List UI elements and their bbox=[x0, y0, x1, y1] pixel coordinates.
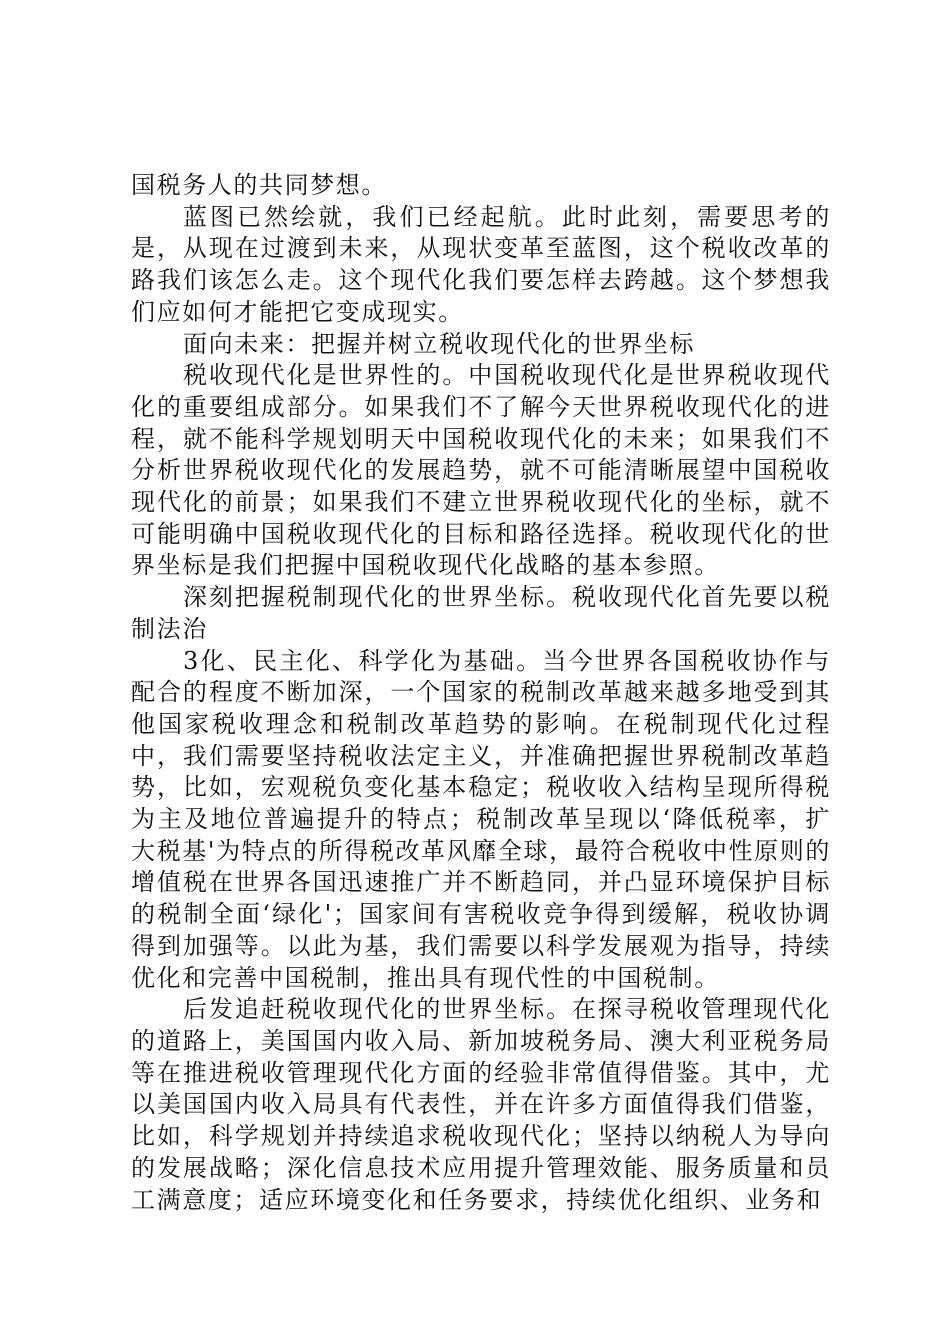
paragraph-world-coordinates: 税收现代化是世界性的。中国税收现代化是世界税收现代化的重要组成部分。如果我们不了解今天世界税收现代化的进程，就不能科学规划明天中国税收现代化的未来；如果我们不分析世界税收现代化的发展趋势，就不可能清晰展望中国税收现代化的前景；如果我们不建立世界税收现代化的坐标，就不可能明确中国税收现代化的目标和路径选择。税收现代化的世界坐标是我们把握中国税收现代化战略的基本参照。 bbox=[131, 361, 831, 580]
section-heading: 面向未来：把握并树立税收现代化的世界坐标 bbox=[183, 329, 695, 358]
paragraph-blueprint: 蓝图已然绘就，我们已经起航。此时此刻，需要思考的是，从现在过渡到未来，从现状变革至蓝图，这个税收改革的路我们该怎么走。这个现代化我们要怎样去跨越。这个梦想我们应如何才能把它变成现实。 bbox=[131, 202, 831, 326]
paragraph-tax-system-coordinates: 深刻把握税制现代化的世界坐标。税收现代化首先要以税制法治 bbox=[131, 583, 831, 643]
paragraph-tax-system-reform: 3化、民主化、科学化为基础。当今世界各国税收协作与配合的程度不断加深，一个国家的税制改革越来越多地受到其他国家税收理念和税制改革趋势的影响。在税制现代化过程中，我们需要坚持税收法定主义，并准确把握世界税制改革趋势，比如，宏观税负变化基本稳定；税收收入结构呈现所得税为主及地位普遍提升的特点；税制改革呈现以‘降低税率，扩大税基'为特点的所得税改革风靡全球，最符合税收中性原则的增值税在世界各国迅速推广并不断趋同，并凸显环境保护目标的税制全面‘绿化'；国家间有害税收竞争得到缓解，税收协调得到加强等。以此为基，我们需要以科学发展观为指导，持续优化和完善中国税制，推出具有现代性的中国税制。 bbox=[131, 646, 831, 992]
document-body bbox=[131, 170, 831, 1216]
paragraph-continuation: 国税务人的共同梦想。 bbox=[131, 171, 387, 199]
paragraph-catch-up-coordinates: 后发追赶税收现代化的世界坐标。在探寻税收管理现代化的道路上，美国国内收入局、新加坡税务局、澳大利亚税务局等在推进税收管理现代化方面的经验非常值得借鉴。其中，尤以美国国内收入局具有代表性，并在许多方面值得我们借鉴，比如，科学规划并持续追求税收现代化；坚持以纳税人为导向的发展战略；深化信息技术应用提升管理效能、服务质量和员工满意度；适应环境变化和任务要求，持续优化组织、业务和 bbox=[131, 995, 831, 1214]
